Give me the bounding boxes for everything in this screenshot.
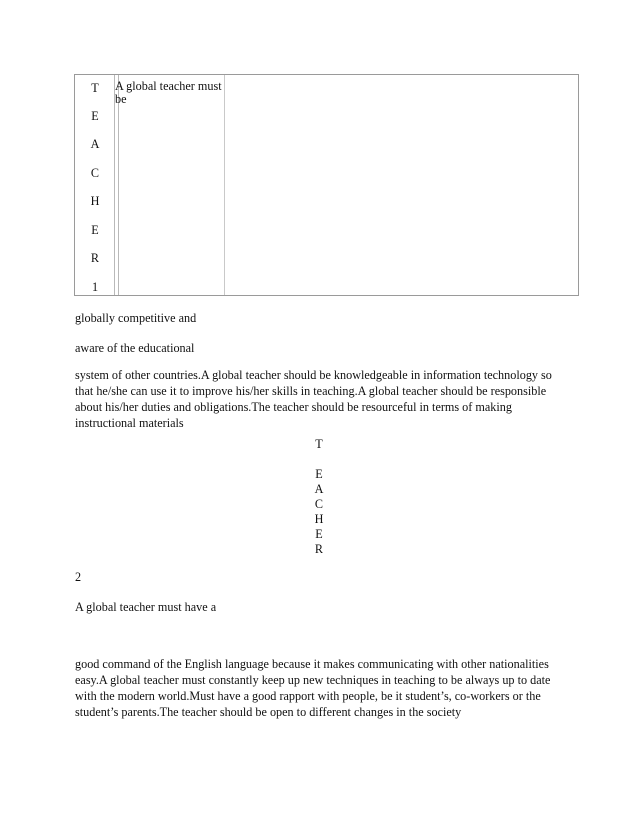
- vertical-letter-c: C: [314, 497, 324, 511]
- section2-line1: A global teacher must have a: [75, 600, 217, 614]
- letter-number-1: 1: [91, 280, 99, 294]
- letter-t: T: [91, 81, 99, 95]
- vertical-letter-e-2: E: [315, 527, 323, 541]
- vertical-letter-r: R: [314, 542, 324, 556]
- section1-line2: aware of the educational: [75, 341, 195, 355]
- text-column: [119, 75, 225, 295]
- letter-e-2: E: [91, 223, 99, 237]
- letter-h: H: [90, 194, 100, 208]
- vertical-letter-t: T: [315, 437, 323, 451]
- letter-r: R: [90, 251, 100, 265]
- vertical-letter-h: H: [314, 512, 324, 526]
- letter-a: A: [90, 137, 100, 151]
- section2-number: 2: [75, 570, 82, 584]
- table-cell-text: A global teacher must be: [115, 79, 222, 106]
- letter-column: [75, 75, 115, 295]
- vertical-letter-e: E: [315, 467, 323, 481]
- section1-line1: globally competitive and: [75, 311, 197, 325]
- letter-c: C: [90, 166, 100, 180]
- section1-paragraph: system of other countries.A global teacher should be knowledgeable in information technology so that he/she can use it to improve his/her skills in teaching.A global teacher should be responsible about his/her duties and obligations.The teacher should be resourceful in terms of making instructional materials: [75, 368, 552, 430]
- teacher-table-1: [74, 74, 579, 296]
- vertical-letter-a: A: [314, 482, 324, 496]
- letter-e: E: [91, 109, 99, 123]
- section2-paragraph: good command of the English language because it makes communicating with other nationalities easy.A global teacher must constantly keep up new techniques in teaching to be always up to date with the modern world.Must have a good rapport with people, be it student’s, co-workers or the student’s parents.The teacher should be open to different changes in the society: [75, 657, 551, 719]
